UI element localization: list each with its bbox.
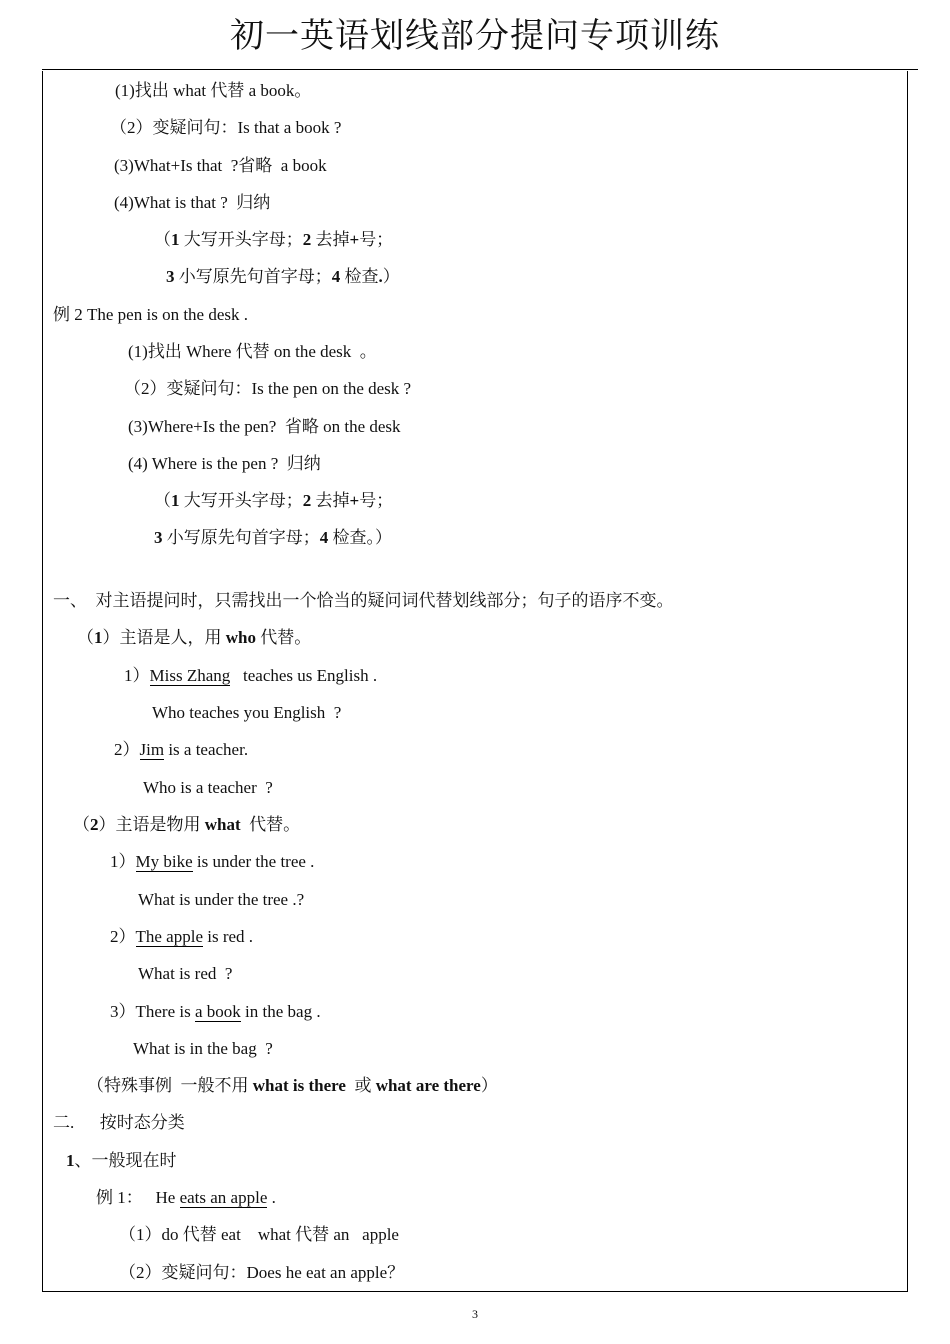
page-number: 3	[472, 1307, 478, 1321]
text-line: （2）变疑问句：Is the pen on the desk ?	[124, 379, 412, 398]
text-line: 3 小写原先句首字母；4 检查。）	[154, 528, 392, 547]
text-line: (1)找出 what 代替 a book。	[115, 81, 312, 100]
text-line: (3)Where+Is the pen? 省略 on the desk	[128, 417, 401, 436]
text-line: 2）Jim is a teacher.	[114, 740, 249, 759]
page-title: 初一英语划线部分提问专项训练	[230, 16, 720, 56]
text-line: （特殊事例 一般不用 what is there 或 what are there）	[87, 1076, 498, 1095]
text-line: （1 大写开头字母；2 去掉+号；	[154, 230, 394, 249]
section-heading: 一、 对主语提问时，只需找出一个恰当的疑问词代替划线部分；句子的语序不变。	[53, 591, 674, 610]
text-line: 例 1： He eats an apple .	[96, 1188, 276, 1207]
text-line: （2）变疑问句：Does he eat an apple？	[119, 1263, 405, 1282]
text-line: 3）There is a book in the bag .	[110, 1002, 321, 1021]
text-line: 3 小写原先句首字母；4 检查.）	[166, 267, 400, 286]
text-line: Who teaches you English ?	[152, 703, 342, 722]
text-line: Who is a teacher ?	[143, 778, 273, 797]
text-line: What is red ?	[138, 964, 233, 983]
text-line: （1）do 代替 eat what 代替 an apple	[119, 1225, 399, 1244]
section-heading: 二. 按时态分类	[53, 1113, 185, 1132]
text-line: (1)找出 Where 代替 on the desk 。	[128, 342, 377, 361]
text-line: What is in the bag ?	[133, 1039, 273, 1058]
text-line: （2）变疑问句：Is that a book ?	[110, 118, 342, 137]
text-line: (4) Where is the pen ? 归纳	[128, 454, 321, 473]
text-line: 例 2 The pen is on the desk .	[53, 305, 248, 324]
text-line: 2）The apple is red .	[110, 927, 254, 946]
text-line: （1）主语是人，用 who 代替。	[77, 628, 312, 647]
text-line: (3)What+Is that ?省略 a book	[114, 156, 327, 175]
text-line: 1、一般现在时	[66, 1151, 177, 1170]
text-line: （2）主语是物用 what 代替。	[73, 815, 301, 834]
text-line: 1）Miss Zhang teaches us English .	[124, 666, 378, 685]
text-line: （1 大写开头字母；2 去掉+号；	[154, 491, 394, 510]
text-line: What is under the tree .?	[138, 890, 305, 909]
header-rule	[42, 69, 918, 70]
text-line: 1）My bike is under the tree .	[110, 852, 315, 871]
text-line: (4)What is that ? 归纳	[114, 193, 271, 212]
